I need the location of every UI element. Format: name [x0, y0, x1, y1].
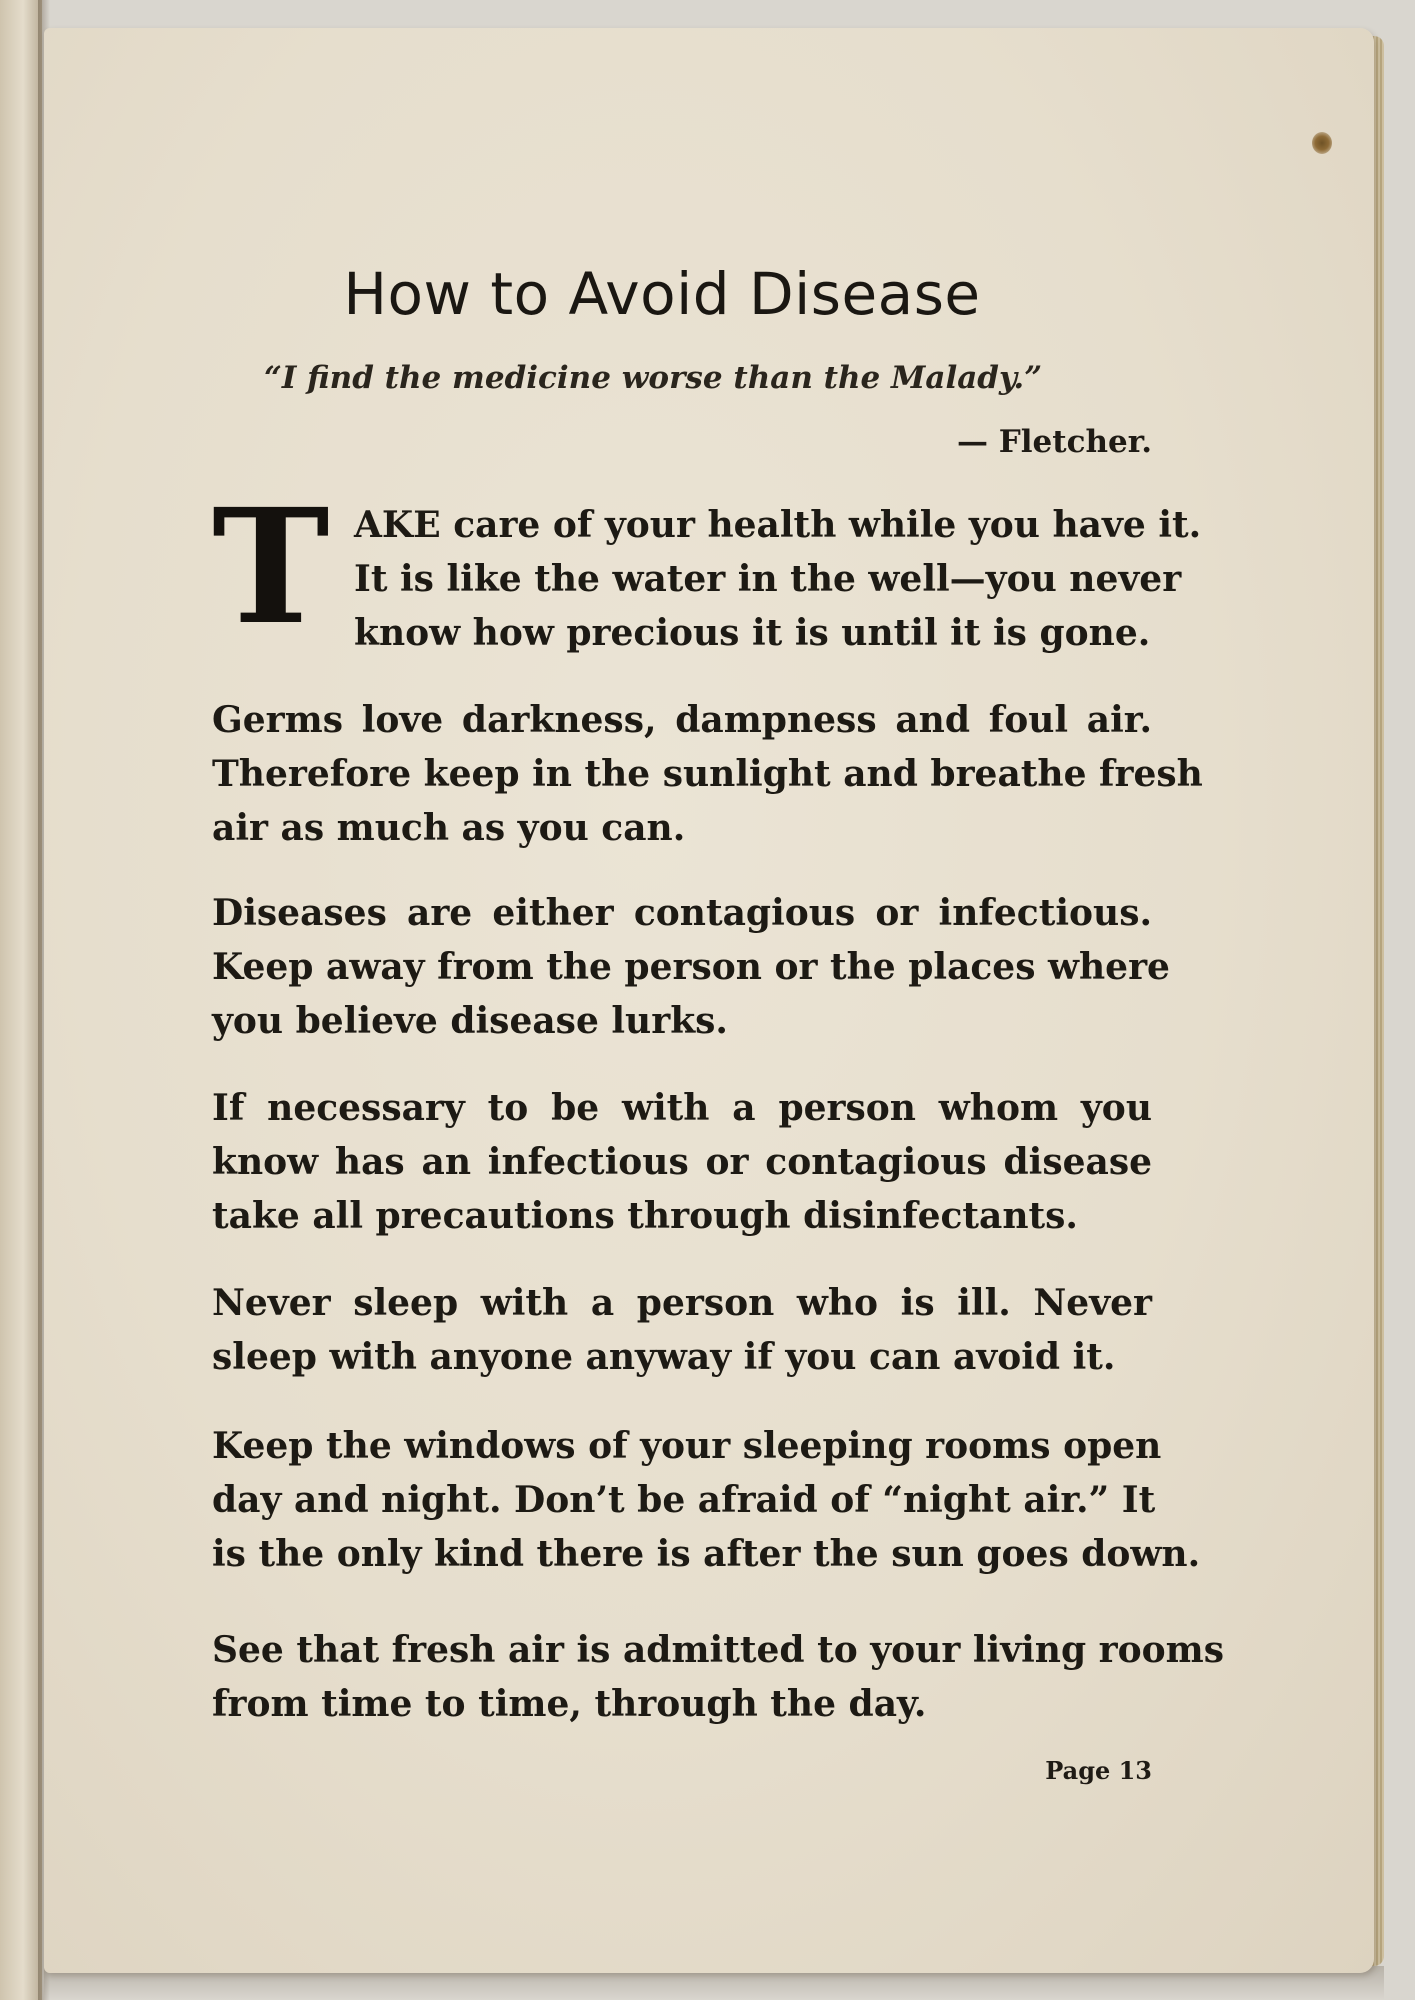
text-line: take all precautions through disinfectants. — [212, 1195, 1078, 1237]
drop-cap: T — [212, 475, 330, 660]
text-line: It is like the water in the well—you never — [354, 558, 1182, 600]
page-title: How to Avoid Disease — [343, 260, 981, 328]
text-line: from time to time, through the day. — [212, 1683, 927, 1725]
paragraph-7 — [212, 1623, 1225, 1731]
paragraph-1 — [212, 475, 1202, 668]
text-line: Diseases are either contagious or infectious. — [212, 892, 1152, 934]
text-line: Therefore keep in the sunlight and breathe fresh — [212, 753, 1203, 795]
left-page-edge — [0, 0, 42, 2000]
text-line: Keep the windows of your sleeping rooms open — [212, 1425, 1162, 1467]
epigraph-attribution: — Fletcher. — [956, 424, 1152, 460]
text-line: Germs love darkness, dampness and foul air. — [212, 699, 1152, 741]
paper-stain — [1312, 132, 1332, 154]
paragraph-2 — [212, 693, 1203, 855]
paragraph-4 — [212, 1081, 1152, 1243]
paragraph-6 — [212, 1419, 1201, 1581]
text-line: If necessary to be with a person whom you — [212, 1087, 1152, 1129]
text-line: you believe disease lurks. — [212, 1000, 728, 1042]
paragraph-3 — [212, 886, 1170, 1048]
epigraph-quote: “I find the medicine worse than the Malady.” — [264, 360, 1043, 396]
text-line: AKE care of your health while you have it. — [354, 504, 1202, 546]
text-line: Never sleep with a person who is ill. Never — [212, 1282, 1152, 1324]
page-number: Page 13 — [1045, 1756, 1152, 1785]
text-line: day and night. Don’t be afraid of “night air.” It — [212, 1479, 1156, 1521]
paragraph-5 — [212, 1276, 1152, 1384]
text-line: Keep away from the person or the places where — [212, 946, 1170, 988]
text-line: sleep with anyone anyway if you can avoid it. — [212, 1336, 1116, 1378]
text-line: See that fresh air is admitted to your living rooms — [212, 1629, 1225, 1671]
book-page — [44, 28, 1374, 1973]
text-line: know has an infectious or contagious disease — [212, 1141, 1152, 1183]
text-line: know how precious it is until it is gone. — [354, 612, 1151, 654]
text-line: is the only kind there is after the sun goes down. — [212, 1533, 1201, 1575]
paragraph-1-lines — [354, 498, 1202, 660]
text-line: air as much as you can. — [212, 807, 686, 849]
